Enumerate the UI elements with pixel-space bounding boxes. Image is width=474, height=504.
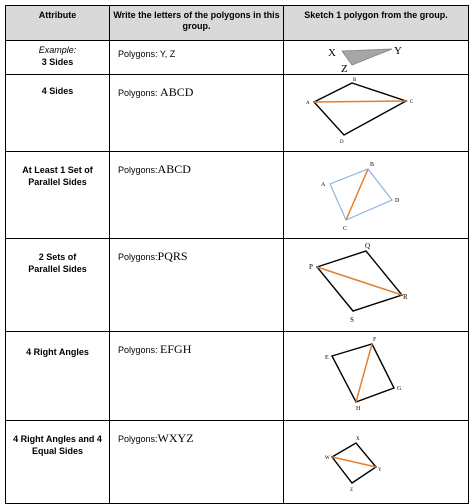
group-value: EFGH <box>160 342 192 356</box>
group-value: ABCD <box>160 85 194 99</box>
group-label: Polygons: <box>118 165 158 175</box>
attribute-cell <box>6 421 110 504</box>
header-attribute: Attribute <box>6 6 110 41</box>
attribute-cell <box>6 152 110 239</box>
rectangle-shape <box>332 344 394 402</box>
table-row <box>6 152 469 239</box>
table-row <box>6 239 469 332</box>
attribute-text: 3 Sides <box>41 57 74 67</box>
group-cell <box>110 152 284 239</box>
attribute-cell <box>6 41 110 75</box>
vertex-label-r: R <box>403 293 408 301</box>
vertex-label-b: B <box>353 78 357 83</box>
vertex-label-z: Z <box>350 488 354 493</box>
vertex-label-c: C <box>343 226 348 232</box>
vertex-label-a: A <box>321 182 326 188</box>
attribute-cell <box>6 239 110 332</box>
sketch-cell <box>284 152 469 239</box>
attribute-text: 4 Right Angles and 4 Equal Sides <box>13 434 102 456</box>
sketch-cell <box>284 41 469 75</box>
quadrilateral-shape <box>314 83 406 135</box>
vertex-label-w: W <box>325 456 330 461</box>
table-row <box>6 41 469 75</box>
triangle-sketch <box>284 41 469 74</box>
vertex-label-y: Y <box>394 45 402 57</box>
table-row <box>6 75 469 152</box>
triangle-shape <box>342 49 392 65</box>
vertex-label-q: Q <box>365 242 371 250</box>
worksheet-table <box>5 5 469 504</box>
group-label: Polygons: <box>118 252 158 262</box>
sketch-cell <box>284 421 469 504</box>
diagonal-line <box>317 267 402 295</box>
table-row <box>6 421 469 504</box>
group-value: Y, Z <box>159 49 176 59</box>
attribute-cell <box>6 75 110 152</box>
header-row <box>6 6 469 41</box>
group-label: Polygons: <box>118 88 158 98</box>
parallelogram-shape <box>330 169 392 220</box>
vertex-label-h: H <box>356 406 361 412</box>
sketch-cell <box>284 332 469 421</box>
group-cell <box>110 75 284 152</box>
vertex-label-z: Z <box>341 63 348 74</box>
group-label: Polygons: <box>118 345 158 355</box>
sketch-cell <box>284 239 469 332</box>
group-label: Polygons: <box>118 49 158 59</box>
group-cell <box>110 239 284 332</box>
vertex-label-e: E <box>325 355 329 361</box>
group-value: WXYZ <box>157 431 194 445</box>
quadrilateral-sketch <box>284 75 469 151</box>
vertex-label-a: A <box>306 101 310 106</box>
vertex-label-x: X <box>356 437 360 442</box>
vertex-label-s: S <box>350 316 354 324</box>
header-letters: Write the letters of the polygons in this group. <box>110 6 284 41</box>
example-label: Example: <box>38 45 77 55</box>
vertex-label-b: B <box>370 162 375 168</box>
vertex-label-x: X <box>328 47 336 59</box>
group-cell <box>110 41 284 75</box>
sketch-cell <box>284 75 469 152</box>
vertex-label-c: C <box>410 100 414 105</box>
attribute-text: 4 Sides <box>41 86 74 96</box>
header-sketch: Sketch 1 polygon from the group. <box>284 6 469 41</box>
attribute-cell <box>6 332 110 421</box>
diagonal-line <box>314 101 406 102</box>
vertex-label-g: G <box>397 386 402 392</box>
attribute-text: At Least 1 Set of Parallel Sides <box>22 165 93 187</box>
attribute-text: 4 Right Angles <box>26 347 89 357</box>
vertex-label-d: D <box>340 140 344 145</box>
group-cell <box>110 332 284 421</box>
group-value: ABCD <box>157 162 191 176</box>
parallelogram-sketch <box>284 239 469 331</box>
vertex-label-y: Y <box>378 468 382 473</box>
vertex-label-p: P <box>309 263 313 271</box>
vertex-label-d: D <box>395 198 400 204</box>
vertex-label-f: F <box>373 337 377 343</box>
rectangle-sketch <box>284 332 469 420</box>
square-shape <box>332 443 376 483</box>
attribute-text: 2 Sets of Parallel Sides <box>28 252 87 274</box>
group-label: Polygons: <box>118 434 158 444</box>
table-row <box>6 332 469 421</box>
square-sketch <box>284 421 469 503</box>
group-value: PQRS <box>157 249 188 263</box>
diagonal-line <box>356 344 372 402</box>
parallelogram-sketch <box>284 152 469 238</box>
group-cell <box>110 421 284 504</box>
